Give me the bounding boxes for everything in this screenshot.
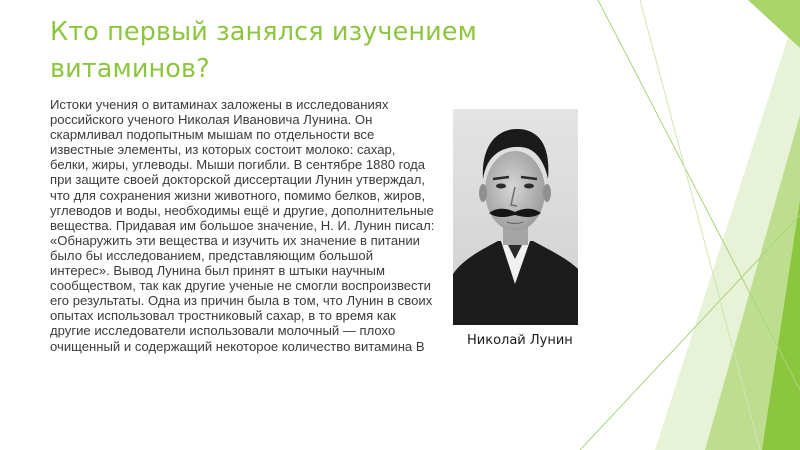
portrait-image (453, 109, 578, 325)
slide-body-text: Истоки учения о витаминах заложены в исследованиях российского ученого Николая Ивановича Лунина. Он скармливал подопытным мышам по отдельности все известные элементы, из которых состоит молоко: сахар, белки, жиры, углеводы. Мыши погибли. В сентябре 1880 года при защите своей докторской диссертации Лунин утверждал, что для сохранения жизни животного, помимо белков, жиров, углеводов и воды, необходимы ещё и другие, дополнительные вещества. Придавая им большое значение, Н. И. Лунин писал: «Обнаружить эти вещества и изучить их значение в питании было бы исследованием, представляющим большой интерес». Вывод Лунина был принят в штыки научным сообществом, так как другие ученые не смогли воспроизвести его результаты. Одна из причин была в том, что Лунин в своих опытах использовал тростниковый сахар, в то время как другие исследователи использовали молочный — плохо очищенный и содержащий некоторое количество витамина В (50, 97, 435, 354)
portrait-drawing (453, 109, 578, 325)
portrait-caption: Николай Лунин (467, 333, 573, 348)
deco-triangle-top (748, 0, 800, 48)
slide-title: Кто первый занялся изучением витаминов? (50, 17, 477, 84)
